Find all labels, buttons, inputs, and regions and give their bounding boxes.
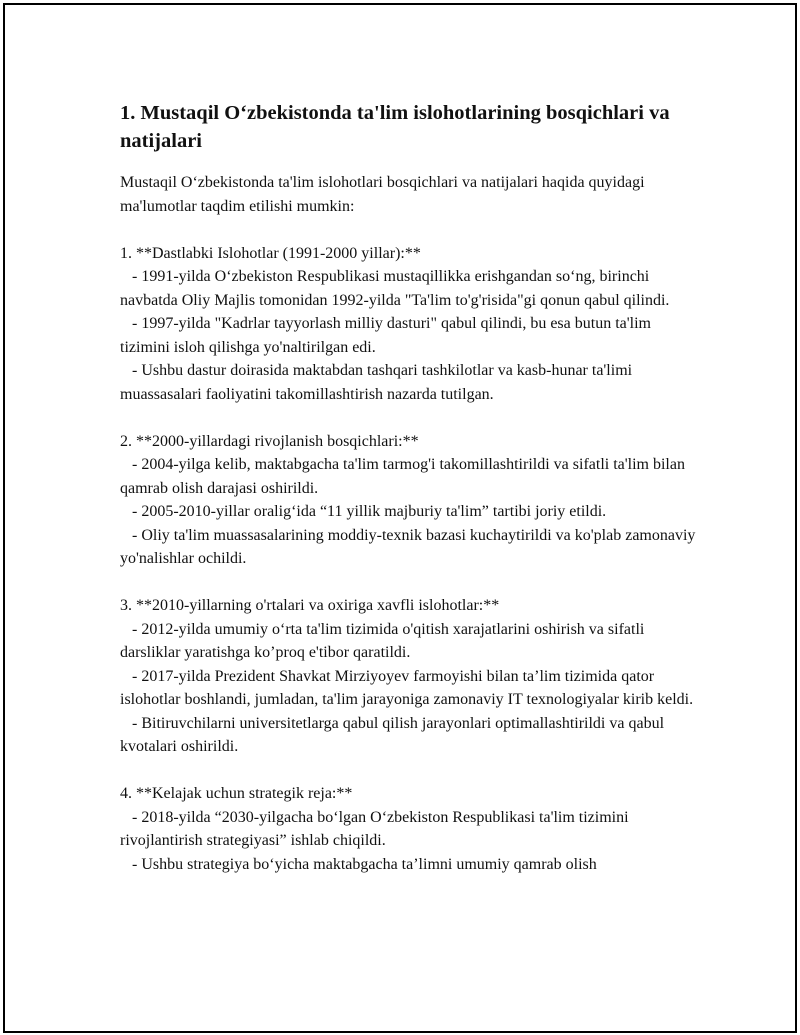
list-item: - Oliy ta'lim muassasalarining moddiy-texnik bazasi kuchaytirildi va ko'plab zamonaviy yo'nalishlar ochildi. — [120, 526, 700, 567]
section-heading: 3. **2010-yillarning o'rtalari va oxiriga xavfli islohotlar:** — [120, 597, 500, 614]
section-heading: 2. **2000-yillardagi rivojlanish bosqichlari:** — [120, 432, 419, 450]
list-item: - Ushbu strategiya bo‘yicha maktabgacha ta’limni umumiy qamrab olish — [120, 855, 597, 873]
section-heading: 4. **Kelajak uchun strategik reja:** — [120, 785, 353, 802]
document-title: 1. Mustaqil O‘zbekistonda ta'lim islohotlarining bosqichlari va natijalari — [120, 102, 670, 152]
list-item: - 2004-yilga kelib, maktabgacha ta'lim tarmog'i takomillashtirildi va sifatli ta'lim bilan qamrab olish darajasi oshirildi. — [120, 456, 689, 497]
section-3 — [120, 594, 700, 759]
list-item: - 2012-yilda umumiy o‘rta ta'lim tizimida o'qitish xarajatlarini oshirish va sifatli darsliklar yaratishga ko’proq e'tibor qaratildi. — [120, 620, 649, 661]
list-item: - 1991-yilda O‘zbekiston Respublikasi mustaqillikka erishgandan so‘ng, birinchi navbatda Oliy Majlis tomonidan 1992-yilda "Ta'lim to'g'risida"gi qonun qabul qilindi. — [120, 268, 670, 309]
list-item: - Ushbu dastur doirasida maktabdan tashqari tashkilotlar va kasb-hunar ta'limi muassasalari faoliyatini takomillashtirish nazarda tutilgan. — [120, 362, 637, 403]
section-heading: 1. **Dastlabki Islohotlar (1991-2000 yillar):** — [120, 244, 421, 262]
list-item: - 2018-yilda “2030-yilgacha bo‘lgan O‘zbekiston Respublikasi ta'lim tizimini rivojlantirish strategiyasi” ishlab chiqildi. — [120, 808, 633, 849]
document-body — [120, 99, 700, 900]
intro-paragraph: Mustaqil O‘zbekistonda ta'lim islohotlari bosqichlari va natijalari haqida quyidagi ma'lumotlar taqdim etilishi mumkin: — [120, 174, 649, 215]
list-item: - Bitiruvchilarni universitetlarga qabul qilish jarayonlari optimallashtirildi va qabul kvotalari oshirildi. — [120, 714, 669, 755]
document-page — [3, 3, 797, 1033]
list-item: - 1997-yilda "Kadrlar tayyorlash milliy dasturi" qabul qilindi, bu esa butun ta'lim tizimini isloh qilishga yo'naltirilgan edi. — [120, 315, 655, 356]
list-item: - 2005-2010-yillar oralig‘ida “11 yillik majburiy ta'lim” tartibi joriy etildi. — [120, 503, 607, 520]
section-1 — [120, 242, 700, 407]
list-item: - 2017-yilda Prezident Shavkat Mirziyoyev farmoyishi bilan ta’lim tizimida qator islohotlar boshlandi, jumladan, ta'lim jarayoniga zamonaviy IT texnologiyalar kirib keldi. — [120, 667, 694, 708]
section-2 — [120, 430, 700, 571]
section-4 — [120, 782, 700, 876]
